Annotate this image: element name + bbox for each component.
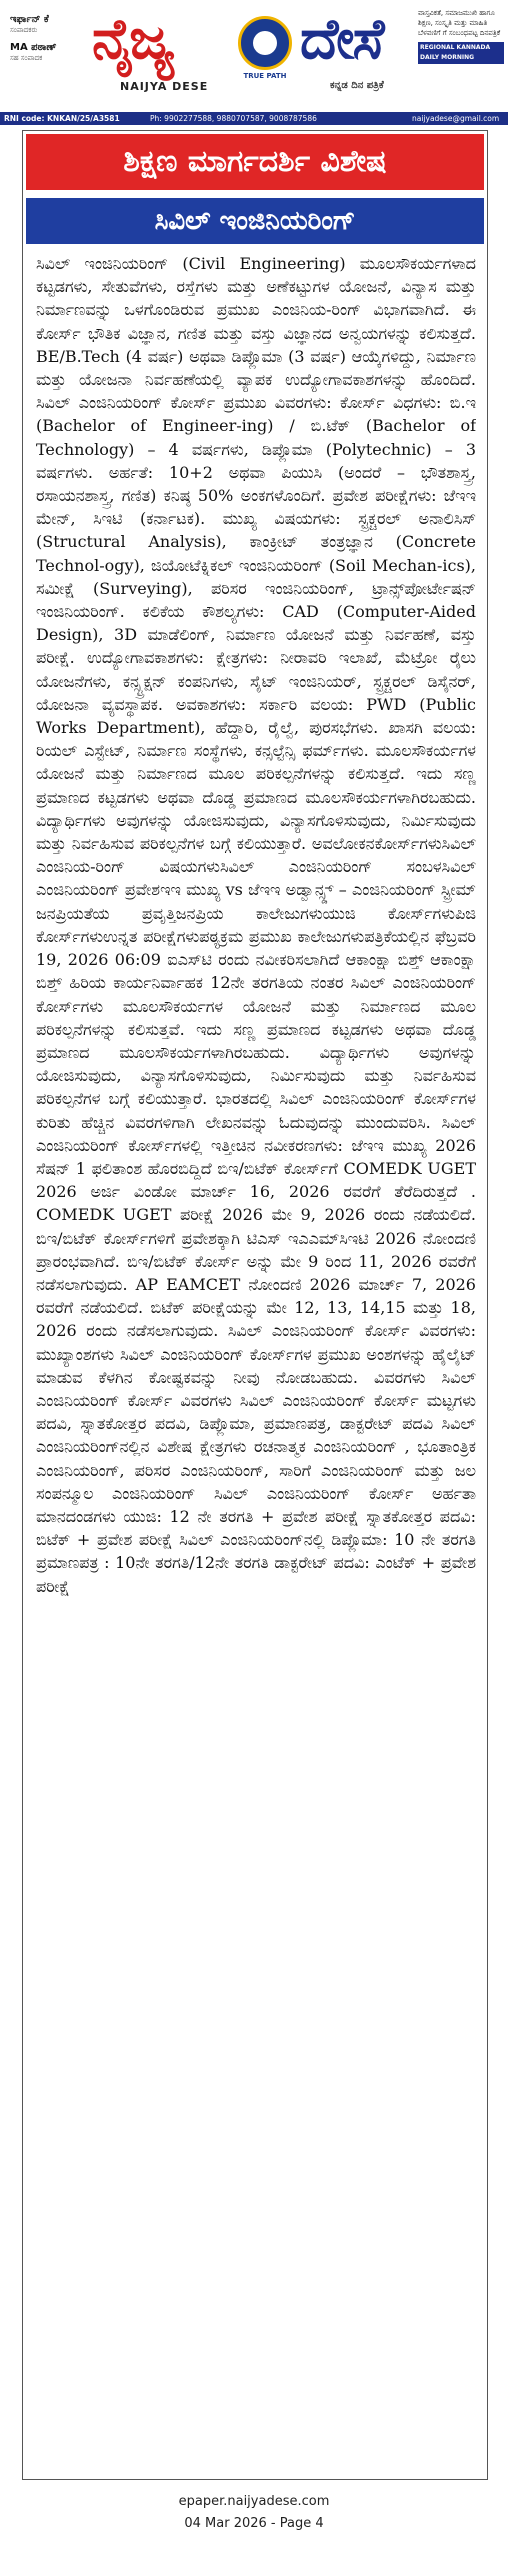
article-section-banner: ಶಿಕ್ಷಣ ಮಾರ್ಗದರ್ಶಿ ವಿಶೇಷ [26, 134, 484, 190]
brand-title-right: ದೇಸೆ [300, 6, 383, 72]
contact-bar [0, 112, 508, 125]
editor-role: ಸಂಪಾದಕರು [10, 26, 38, 34]
coeditor-role: ಸಹ ಸಂಪಾದಕ [10, 54, 43, 62]
coeditor-name: MA ಪಠಾಣ್ [10, 42, 57, 53]
email-address[interactable]: naijyadese@gmail.com [412, 114, 500, 123]
editor-info [10, 14, 90, 64]
masthead-regional-tag: REGIONAL KANNADA DAILY MORNING [418, 42, 504, 64]
brand-latin-name: NAIJYA DESE [120, 80, 209, 93]
brand-tagline: ಕನ್ನಡ ದಿನ ಪತ್ರಿಕೆ [330, 80, 384, 91]
newspaper-emblem-icon [238, 16, 292, 70]
article-body: ಸಿವಿಲ್ ಇಂಜಿನಿಯರಿಂಗ್ (Civil Engineering) ಮೂಲಸೌಕರ್ಯಗಳಾದ ಕಟ್ಟಡಗಳು, ಸೇತುವೆಗಳು, ರಸ್ತೆಗಳು ಮತ್ತು ಅಣೆಕಟ್ಟುಗಳ ಯೋಜನೆ, ವಿನ್ಯಾಸ ಮತ್ತು ನಿರ್ಮಾಣವನ್ನು ಒಳಗೊಂಡಿರುವ ಪ್ರಮುಖ ಎಂಜಿನಿಯ-ರಿಂಗ್ ವಿಭಾಗವಾಗಿದೆ. ಈ ಕೋರ್ಸ್ ಭೌತಿಕ ವಿಜ್ಞಾನ, ಗಣಿತ ಮತ್ತು ವಸ್ತು ವಿಜ್ಞಾನದ ಅನ್ವಯಗಳನ್ನು ಕಲಿಸುತ್ತದೆ. BE/B.Tech (4 ವರ್ಷ) ಅಥವಾ ಡಿಪ್ಲೊಮಾ (3 ವರ್ಷ) ಆಯ್ಕೆಗಳಿದ್ದು, ನಿರ್ಮಾಣ ಮತ್ತು ಯೋಜನಾ ನಿರ್ವಹಣೆಯಲ್ಲಿ ವ್ಯಾಪಕ ಉದ್ಯೋಗಾವಕಾಶಗಳನ್ನು ಹೊಂದಿದೆ. ಸಿವಿಲ್ ಎಂಜಿನಿಯರಿಂಗ್ ಕೋರ್ಸ್ ಪ್ರಮುಖ ವಿವರಗಳು: ಕೋರ್ಸ್ ವಿಧಗಳು: ಬಿ.ಇ (Bachelor of Engineer-ing) / ಬಿ.ಟೆಕ್ (Bachelor of Technology) – 4 ವರ್ಷಗಳು, ಡಿಪ್ಲೊಮಾ (Polytechnic) – 3 ವರ್ಷಗಳು. ಅರ್ಹತೆ: 10+2 ಅಥವಾ ಪಿಯುಸಿ (ಅಂದರೆ – ಭೌತಶಾಸ್ತ್ರ, ರಸಾಯನಶಾಸ್ತ್ರ, ಗಣಿತ) ಕನಿಷ್ಠ 50% ಅಂಕಗಳೊಂದಿಗೆ. ಪ್ರವೇಶ ಪರೀಕ್ಷೆಗಳು: ಜೆಇಇ ಮೇನ್, ಸಿಇಟಿ (ಕರ್ನಾಟಕ). ಮುಖ್ಯ ವಿಷಯಗಳು: ಸ್ಟ್ರಕ್ಚರಲ್ ಅನಾಲಿಸಿಸ್ (Structural Analysis), ಕಾಂಕ್ರೀಟ್ ತಂತ್ರಜ್ಞಾನ (Concrete Technol-ogy), ಜಿಯೋಟೆಕ್ನಿಕಲ್ ಇಂಜಿನಿಯರಿಂಗ್ (Soil Mechan-ics), ಸಮೀಕ್ಷೆ (Surveying), ಪರಿಸರ ಇಂಜಿನಿಯರಿಂಗ್, ಟ್ರಾನ್ಸ್‌ಪೋರ್ಟೇಷನ್ ಇಂಜಿನಿಯರಿಂಗ್. ಕಲಿಕೆಯ ಕೌಶಲ್ಯಗಳು: CAD (Computer-Aided Design), 3D ಮಾಡೆಲಿಂಗ್, ನಿರ್ಮಾಣ ಯೋಜನೆ ಮತ್ತು ನಿರ್ವಹಣೆ, ವಸ್ತು ಪರೀಕ್ಷೆ. ಉದ್ಯೋಗಾವಕಾಶಗಳು: ಕ್ಷೇತ್ರಗಳು: ನೀರಾವರಿ ಇಲಾಖೆ, ಮೆಟ್ರೋ ರೈಲು ಯೋಜನೆಗಳು, ಕನ್ಸ್ಟ್ರಕ್ಷನ್ ಕಂಪನಿಗಳು, ಸೈಟ್ ಇಂಜಿನಿಯರ್, ಸ್ಟ್ರಕ್ಚರಲ್ ಡಿಸೈನರ್, ಯೋಜನಾ ವ್ಯವಸ್ಥಾಪಕ. ಅವಕಾಶಗಳು: ಸರ್ಕಾರಿ ವಲಯ: PWD (Public Works Department), ಹೆದ್ದಾರಿ, ರೈಲ್ವೆ, ಪುರಸಭೆಗಳು. ಖಾಸಗಿ ವಲಯ: ರಿಯಲ್ ಎಸ್ಟೇಟ್, ನಿರ್ಮಾಣ ಸಂಸ್ಥೆಗಳು, ಕನ್ಸಲ್ಟೆನ್ಸಿ ಫರ್ಮ್‌ಗಳು. ಮೂಲಸೌಕರ್ಯಗಳ ಯೋಜನೆ ಮತ್ತು ನಿರ್ಮಾಣದ ಮೂಲ ಪರಿಕಲ್ಪನೆಗಳನ್ನು ಕಲಿಸುತ್ತದೆ. ಇದು ಸಣ್ಣ ಪ್ರಮಾಣದ ಕಟ್ಟಡಗಳು ಅಥವಾ ದೊಡ್ಡ ಪ್ರಮಾಣದ ಮೂಲಸೌಕರ್ಯಗಳಾಗಿರಬಹುದು. ವಿದ್ಯಾರ್ಥಿಗಳು ಅವುಗಳನ್ನು ಯೋಜಿಸುವುದು, ವಿನ್ಯಾಸಗೊಳಿಸುವುದು, ನಿರ್ಮಿಸುವುದು ಮತ್ತು ನಿರ್ವಹಿಸುವ ಪರಿಕಲ್ಪನೆಗಳ ಬಗ್ಗೆ ಕಲಿಯುತ್ತಾರೆ. ಅವಲೋಕನಕೋರ್ಸ್‌ಗಳುಸಿವಿಲ್ ಎಂಜಿನಿಯ-ರಿಂಗ್ ವಿಷಯಗಳುಸಿವಿಲ್ ಎಂಜಿನಿಯರಿಂಗ್ ಸಂಬಳಸಿವಿಲ್ ಎಂಜಿನಿಯರಿಂಗ್ ಪ್ರವೇಶಇಇ ಮುಖ್ಯ vs ಜೆಇಇ ಅಡ್ವಾನ್ಸ್ಡ್ – ಎಂಜಿನಿಯರಿಂಗ್ ಸ್ಟ್ರೀಮ್ ಜನಪ್ರಿಯತೆಯ ಪ್ರವೃತ್ತಿಜನಪ್ರಿಯ ಕಾಲೇಜುಗಳುಯುಜಿ ಕೋರ್ಸ್‌ಗಳುಪಿಜಿ ಕೋರ್ಸ್‌ಗಳುಉನ್ನತ ಪರೀಕ್ಷೆಗಳುಪಠ್ಯಕ್ರಮ ಪ್ರಮುಖ ಕಾಲೇಜುಗಳುಪತ್ರಿಕೆಯಲ್ಲಿನ ಫೆಬ್ರವರಿ 19, 2026 06:09 ಐಎಸ್‌ಟಿ ರಂದು ನವೀಕರಿಸಲಾಗಿದೆ ಆಕಾಂಕ್ಷಾ ಬಿಶ್ತ್ ಆಕಾಂಕ್ಷಾ ಬಿಶ್ತ್ ಹಿರಿಯ ಕಾರ್ಯನಿರ್ವಾಹಕ 12ನೇ ತರಗತಿಯ ನಂತರ ಸಿವಿಲ್ ಎಂಜಿನಿಯರಿಂಗ್ ಕೋರ್ಸ್‌ಗಳು ಮೂಲಸೌಕರ್ಯಗಳ ಯೋಜನೆ ಮತ್ತು ನಿರ್ಮಾಣದ ಮೂಲ ಪರಿಕಲ್ಪನೆಗಳನ್ನು ಕಲಿಸುತ್ತವೆ. ಇದು ಸಣ್ಣ ಪ್ರಮಾಣದ ಕಟ್ಟಡಗಳು ಅಥವಾ ದೊಡ್ಡ ಪ್ರಮಾಣದ ಮೂಲಸೌಕರ್ಯಗಳಾಗಿರಬಹುದು. ವಿದ್ಯಾರ್ಥಿಗಳು ಅವುಗಳನ್ನು ಯೋಜಿಸುವುದು, ವಿನ್ಯಾಸಗೊಳಿಸುವುದು, ನಿರ್ಮಿಸುವುದು ಮತ್ತು ನಿರ್ವಹಿಸುವ ಪರಿಕಲ್ಪನೆಗಳ ಬಗ್ಗೆ ಕಲಿಯುತ್ತಾರೆ. ಭಾರತದಲ್ಲಿ ಸಿವಿಲ್ ಎಂಜಿನಿಯರಿಂಗ್ ಕೋರ್ಸ್‌ಗಳ ಕುರಿತು ಹೆಚ್ಚಿನ ವಿವರಗಳಿಗಾಗಿ ಲೇಖನವನ್ನು ಓದುವುದನ್ನು ಮುಂದುವರಿಸಿ. ಸಿವಿಲ್ ಎಂಜಿನಿಯರಿಂಗ್ ಕೋರ್ಸ್‌ಗಳಲ್ಲಿ ಇತ್ತೀಚಿನ ನವೀಕರಣಗಳು: ಜೆಇಇ ಮುಖ್ಯ 2026 ಸೆಷನ್ 1 ಫಲಿತಾಂಶ ಹೊರಬಿದ್ದಿದೆ ಬಿಇ/ಬಿಟೆಕ್ ಕೋರ್ಸ್‌ಗೆ COMEDK UGET 2026 ಅರ್ಜಿ ವಿಂಡೋ ಮಾರ್ಚ್ 16, 2026 ರವರೆಗೆ ತೆರೆದಿರುತ್ತದೆ . COMEDK UGET ಪರೀಕ್ಷೆ 2026 ಮೇ 9, 2026 ರಂದು ನಡೆಯಲಿದೆ. ಬಿಇ/ಬಿಟೆಕ್ ಕೋರ್ಸ್‌ಗಳಿಗೆ ಪ್ರವೇಶಕ್ಕಾಗಿ ಟಿಎಸ್ ಇಎಎಮ್‌ಸಿಇಟಿ 2026 ನೋಂದಣಿ ಪ್ರಾರಂಭವಾಗಿದೆ. ಬಿಇ/ಬಿಟೆಕ್ ಕೋರ್ಸ್ ಅನ್ನು ಮೇ 9 ರಿಂದ 11, 2026 ರವರೆಗೆ ನಡೆಸಲಾಗುವುದು. AP EAMCET ನೋಂದಣಿ 2026 ಮಾರ್ಚ್ 7, 2026 ರವರೆಗೆ ನಡೆಯಲಿದೆ. ಬಿಟೆಕ್ ಪರೀಕ್ಷೆಯನ್ನು ಮೇ 12, 13, 14,15 ಮತ್ತು 18, 2026 ರಂದು ನಡೆಸಲಾಗುವುದು. ಸಿವಿಲ್ ಎಂಜಿನಿಯರಿಂಗ್ ಕೋರ್ಸ್ ವಿವರಗಳು: ಮುಖ್ಯಾಂಶಗಳು ಸಿವಿಲ್ ಎಂಜಿನಿಯರಿಂಗ್ ಕೋರ್ಸ್‌ಗಳ ಪ್ರಮುಖ ಅಂಶಗಳನ್ನು ಹೈಲೈಟ್ ಮಾಡುವ ಕೆಳಗಿನ ಕೋಷ್ಟಕವನ್ನು ನೀವು ನೋಡಬಹುದು. ವಿವರಗಳು ಸಿವಿಲ್ ಎಂಜಿನಿಯರಿಂಗ್ ಕೋರ್ಸ್ ವಿವರಗಳು ಸಿವಿಲ್ ಎಂಜಿನಿಯರಿಂಗ್ ಕೋರ್ಸ್ ಮಟ್ಟಗಳು ಪದವಿ, ಸ್ನಾತಕೋತ್ತರ ಪದವಿ, ಡಿಪ್ಲೊಮಾ, ಪ್ರಮಾಣಪತ್ರ, ಡಾಕ್ಟರೇಟ್ ಪದವಿ ಸಿವಿಲ್ ಎಂಜಿನಿಯರಿಂಗ್‌ನಲ್ಲಿನ ವಿಶೇಷ ಕ್ಷೇತ್ರಗಳು ರಚನಾತ್ಮಕ ಎಂಜಿನಿಯರಿಂಗ್ , ಭೂತಾಂತ್ರಿಕ ಎಂಜಿನಿಯರಿಂಗ್, ಪರಿಸರ ಎಂಜಿನಿಯರಿಂಗ್, ಸಾರಿಗೆ ಎಂಜಿನಿಯರಿಂಗ್ ಮತ್ತು ಜಲ ಸಂಪನ್ಮೂಲ ಎಂಜಿನಿಯರಿಂಗ್ ಸಿವಿಲ್ ಎಂಜಿನಿಯರಿಂಗ್ ಕೋರ್ಸ್ ಅರ್ಹತಾ ಮಾನದಂಡಗಳು ಯುಜಿ: 12 ನೇ ತರಗತಿ + ಪ್ರವೇಶ ಪರೀಕ್ಷೆ ಸ್ನಾತಕೋತ್ತರ ಪದವಿ: ಬಿಟೆಕ್ + ಪ್ರವೇಶ ಪರೀಕ್ಷೆ ಸಿವಿಲ್ ಎಂಜಿನಿಯರಿಂಗ್‌ನಲ್ಲಿ ಡಿಪ್ಲೊಮಾ: 10 ನೇ ತರಗತಿ ಪ್ರಮಾಣಪತ್ರ : 10ನೇ ತರಗತಿ/12ನೇ ತರಗತಿ ಡಾಕ್ಟರೇಟ್ ಪದವಿ: ಎಂಟೆಕ್ + ಪ್ರವೇಶ ಪರೀಕ್ಷೆ [36, 254, 476, 1596]
masthead-right-info [418, 8, 504, 64]
rni-code: RNI code: KNKAN/25/A3581 [4, 114, 120, 123]
footer-url[interactable]: epaper.naijyadese.com [178, 2494, 330, 2509]
brand-title-left: ನೈಜ್ಯ [92, 6, 173, 72]
emblem-caption: TRUE PATH [243, 72, 287, 80]
masthead [0, 0, 508, 112]
article-headline: ಸಿವಿಲ್ ಇಂಜಿನಿಯರಿಂಗ್ [26, 198, 484, 244]
footer-date-page: 04 Mar 2026 - Page 4 [184, 2516, 324, 2531]
masthead-description: ವಾಸ್ತವಿಕತೆ, ಸಮಾಜಮುಖಿ ಹಾಗೂ ಶಿಕ್ಷಣ, ಸಂಸ್ಕೃತಿ ಮತ್ತು ಮಾಹಿತಿ ಬೆಳವಣಿಗೆ ಗೆ ಸಂಬಂಧಪಟ್ಟ ದಿನಪತ್ರಿಕೆ [418, 9, 501, 37]
phone-numbers: Ph: 9902277588, 9880707587, 9008787586 [150, 114, 317, 123]
editor-name: ಇರ್ಫಾನ್ ಕೆ [10, 14, 49, 25]
